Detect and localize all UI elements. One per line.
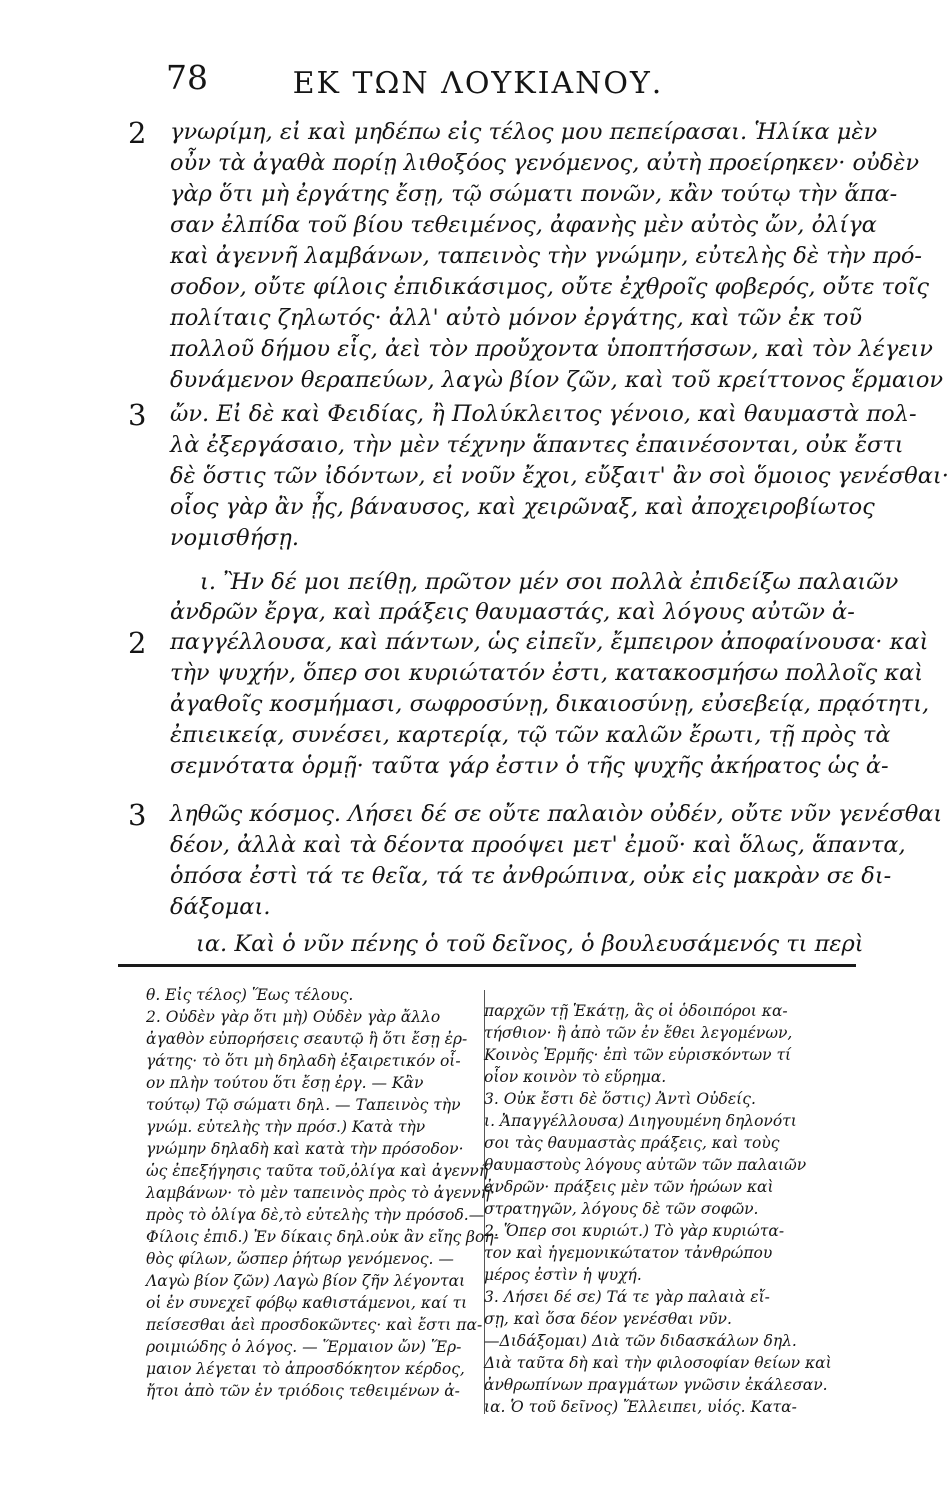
footnote-line: ὡς ἐπεξήγησις ταῦτα τοῦ,ὀλίγα καὶ ἀγεννῆ bbox=[146, 1162, 489, 1180]
text-line: δάξομαι. bbox=[170, 894, 271, 920]
footnote-line: ἀνδρῶν· πράξεις μὲν τῶν ἡρώων καὶ bbox=[484, 1178, 774, 1196]
footnote-line: ια. Ὁ τοῦ δεῖνος) Ἔλλειπει, υἱός. Κατα- bbox=[484, 1398, 797, 1416]
footnote-line: ροιμιώδης ὁ λόγος. — Ἕρμαιον ὤν) Ἕρ- bbox=[146, 1338, 462, 1356]
text-line: ληθῶς κόσμος. Λήσει δέ σε οὔτε παλαιὸν οὐδέν, οὔτε νῦν γενέσθαι bbox=[170, 801, 943, 827]
text-line: δέον, ἀλλὰ καὶ τὰ δέοντα προόψει μετ' ἐμοῦ· καὶ ὅλως, ἅπαντα, bbox=[170, 832, 906, 858]
text-line: σαν ἐλπίδα τοῦ βίου τεθειμένος, ἀφανὴς μὲν αὐτὸς ὤν, ὀλίγα bbox=[170, 212, 877, 238]
text-line: σοδον, οὔτε φίλοις ἐπιδικάσιμος, οὔτε ἐχθροῖς φοβερός, οὔτε τοῖς bbox=[170, 274, 929, 300]
footnote-line: 2. Ὅπερ σοι κυριώτ.) Τὸ γὰρ κυριώτα- bbox=[484, 1222, 785, 1240]
text-line: δυνάμενον θεραπεύων, λαγὼ βίον ζῶν, καὶ τοῦ κρείττονος ἕρμαιον bbox=[170, 367, 944, 393]
text-line: γνωρίμη, εἰ καὶ μηδέπω εἰς τέλος μου πεπείρασαι. Ἡλίκα μὲν bbox=[170, 119, 878, 145]
footnote-line: μέρος ἐστὶν ἡ ψυχή. bbox=[484, 1266, 642, 1284]
footnote-line: πείσεσθαι ἀεὶ προσδοκῶντες· καὶ ἔστι πα- bbox=[146, 1316, 483, 1334]
text-line: ια. Καὶ ὁ νῦν πένης ὁ τοῦ δεῖνος, ὁ βουλευσάμενός τι περὶ bbox=[196, 931, 864, 957]
footnote-rule bbox=[118, 964, 856, 967]
footnote-line: Κοινὸς Ἑρμῆς· ἐπὶ τῶν εὑρισκόντων τί bbox=[484, 1046, 792, 1064]
text-line: ἀγαθοῖς κοσμήμασι, σωφροσύνῃ, δικαιοσύνῃ, εὐσεβείᾳ, πρᾳότητι, bbox=[170, 691, 930, 717]
footnote-line: τούτῳ) Τῷ σώματι δηλ. — Ταπεινὸς τὴν bbox=[146, 1096, 461, 1114]
text-line: ἀνδρῶν ἔργα, καὶ πράξεις θαυμαστάς, καὶ λόγους αὐτῶν ἀ- bbox=[170, 599, 855, 625]
text-line: καὶ ἀγεννῆ λαμβάνων, ταπεινὸς τὴν γνώμην, εὐτελὴς δὲ τὴν πρό- bbox=[170, 243, 922, 269]
footnote-line: θὸς φίλων, ὥσπερ ῥήτωρ γενόμενος. — bbox=[146, 1250, 454, 1268]
text-line: δὲ ὅστις τῶν ἰδόντων, εἰ νοῦν ἔχοι, εὔξαιτ' ἂν σοὶ ὅμοιος γενέσθαι· bbox=[170, 463, 949, 489]
text-line: οἷος γὰρ ἂν ᾖς, βάναυσος, καὶ χειρῶναξ, καὶ ἀποχειροβίωτος bbox=[170, 494, 875, 520]
footnote-line: Διὰ ταῦτα δὴ καὶ τὴν φιλοσοφίαν θείων καὶ bbox=[484, 1354, 832, 1372]
footnote-line: Φίλοις ἐπιδ.) Ἐν δίκαις δηλ.οὐκ ἂν εἴης βοη- bbox=[146, 1228, 499, 1246]
text-line: ι. Ἢν δέ μοι πείθῃ, πρῶτον μέν σοι πολλὰ ἐπιδείξω παλαιῶν bbox=[200, 569, 899, 595]
text-line: ἐπιεικείᾳ, συνέσει, καρτερίᾳ, τῷ τῶν καλῶν ἔρωτι, τῇ πρὸς τὰ bbox=[170, 722, 891, 748]
footnote-line: ἀγαθὸν εὐπορήσεις σεαυτῷ ἢ ὅτι ἔσῃ ἐρ- bbox=[146, 1030, 468, 1048]
footnote-line: ἀνθρωπίνων πραγμάτων γνῶσιν ἐκάλεσαν. bbox=[484, 1376, 828, 1394]
running-title: ΕΚ ΤΩΝ ΛΟΥΚΙΑΝΟΥ. bbox=[292, 66, 664, 101]
section-marker: 3 bbox=[128, 398, 147, 432]
footnote-line: ἤτοι ἀπὸ τῶν ἐν τριόδοις τεθειμένων ἀ- bbox=[146, 1382, 460, 1400]
footnote-line: θ. Εἰς τέλος) Ἕως τέλους. bbox=[146, 986, 354, 1004]
footnote-line: τον καὶ ἡγεμονικώτατον τἀνθρώπου bbox=[484, 1244, 773, 1262]
text-line: τὴν ψυχήν, ὅπερ σοι κυριώτατόν ἐστι, κατακοσμήσω πολλοῖς καὶ bbox=[170, 660, 924, 686]
section-marker: 2 bbox=[128, 626, 147, 660]
text-line: ὁπόσα ἐστὶ τά τε θεῖα, τά τε ἀνθρώπινα, οὐκ εἰς μακρὰν σε δι- bbox=[170, 863, 892, 889]
page-number: 78 bbox=[166, 58, 208, 97]
page-header bbox=[0, 58, 902, 108]
footnote-line: γνώμ. εὐτελὴς τὴν πρόσ.) Κατὰ τὴν bbox=[146, 1118, 426, 1136]
footnote-line: Λαγὼ βίον ζῶν) Λαγὼ βίον ζῆν λέγονται bbox=[146, 1272, 466, 1290]
text-line: παγγέλλουσα, καὶ πάντων, ὡς εἰπεῖν, ἔμπειρον ἀποφαίνουσα· καὶ bbox=[170, 629, 929, 655]
footnote-line: ι. Ἀπαγγέλλουσα) Διηγουμένη δηλονότι bbox=[484, 1112, 797, 1130]
footnote-line: γάτης· τὸ ὅτι μὴ δηλαδὴ ἐξαιρετικόν οἷ- bbox=[146, 1052, 461, 1070]
section-marker: 2 bbox=[128, 116, 147, 150]
text-line: πολίταις ζηλωτός· ἀλλ' αὐτὸ μόνον ἐργάτης, καὶ τῶν ἐκ τοῦ bbox=[170, 305, 863, 331]
section-marker: 3 bbox=[128, 798, 147, 832]
footnote-line: γνώμην δηλαδὴ καὶ κατὰ τὴν πρόσοδον· bbox=[146, 1140, 464, 1158]
footnote-line: 3. Οὐκ ἔστι δὲ ὅστις) Ἀντὶ Οὐδείς. bbox=[484, 1090, 756, 1108]
footnote-line: μαιον λέγεται τὸ ἀπροσδόκητον κέρδος, bbox=[146, 1360, 465, 1378]
footnote-line: παρχῶν τῇ Ἑκάτῃ, ἃς οἱ ὁδοιπόροι κα- bbox=[484, 1002, 788, 1020]
text-line: ὤν. Εἰ δὲ καὶ Φειδίας, ἢ Πολύκλειτος γένοιο, καὶ θαυμαστὰ πολ- bbox=[170, 401, 917, 427]
footnote-line: πρὸς τὸ ὀλίγα δὲ,τὸ εὐτελὴς τὴν πρόσοδ.— bbox=[146, 1206, 485, 1224]
text-line: λὰ ἐξεργάσαιο, τὴν μὲν τέχνην ἅπαντες ἐπαινέσονται, οὐκ ἔστι bbox=[170, 432, 904, 458]
text-line: γὰρ ὅτι μὴ ἐργάτης ἔσῃ, τῷ σώματι πονῶν, κἂν τούτῳ τὴν ἅπα- bbox=[170, 181, 898, 207]
footnote-line: στρατηγῶν, λόγους δὲ τῶν σοφῶν. bbox=[484, 1200, 759, 1218]
footnote-line: 3. Λήσει δέ σε) Τά τε γὰρ παλαιὰ εἴ- bbox=[484, 1288, 770, 1306]
text-line: οὖν τὰ ἀγαθὰ πορίῃ λιθοξόος γενόμενος, αὐτὴ προείρηκεν· οὐδὲν bbox=[170, 150, 920, 176]
footnote-line: ον πλὴν τούτου ὅτι ἔσῃ ἐργ. — Κἂν bbox=[146, 1074, 424, 1092]
footnote-line: λαμβάνων· τὸ μὲν ταπεινὸς πρὸς τὸ ἀγεννῆ· bbox=[146, 1184, 495, 1202]
footnote-line: τήσθιον· ἢ ἀπὸ τῶν ἐν ἔθει λεγομένων, bbox=[484, 1024, 793, 1042]
footnote-line: οἱ ἐν συνεχεῖ φόβῳ καθιστάμενοι, καί τι bbox=[146, 1294, 468, 1312]
footnote-line: 2. Οὐδὲν γὰρ ὅτι μὴ) Οὐδὲν γὰρ ἄλλο bbox=[146, 1008, 441, 1026]
text-line: πολλοῦ δήμου εἷς, ἀεὶ τὸν προὔχοντα ὑποπτήσσων, καὶ τὸν λέγειν bbox=[170, 336, 933, 362]
footnote-line: θαυμαστοὺς λόγους αὐτῶν τῶν παλαιῶν bbox=[484, 1156, 807, 1174]
footnote-line: οἷον κοινὸν τὸ εὕρημα. bbox=[484, 1068, 667, 1086]
footnote-line: —Διδάξομαι) Διὰ τῶν διδασκάλων δηλ. bbox=[484, 1332, 797, 1350]
footnote-line: σῃ, καὶ ὅσα δέον γενέσθαι νῦν. bbox=[484, 1310, 732, 1328]
footnote-line: σοι τὰς θαυμαστὰς πράξεις, καὶ τοὺς bbox=[484, 1134, 780, 1152]
text-line: σεμνότατα ὁρμῇ· ταῦτα γάρ ἐστιν ὁ τῆς ψυχῆς ἀκήρατος ὡς ἀ- bbox=[170, 753, 889, 779]
text-line: νομισθήσῃ. bbox=[170, 525, 300, 551]
